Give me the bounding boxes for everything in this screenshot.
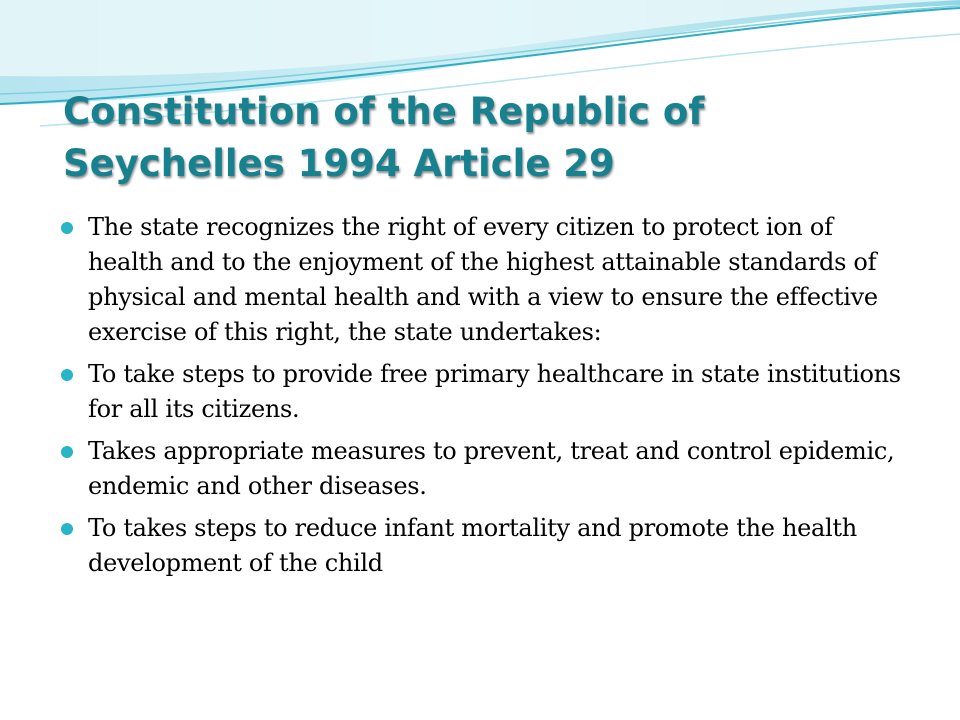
bullet-icon bbox=[61, 369, 73, 381]
bullet-list bbox=[58, 210, 908, 588]
bullet-icon bbox=[61, 222, 73, 234]
bullet-text: The state recognizes the right of every citizen to protect ion of health and to the enjoyment of the highest attainable standards of physical and mental health and with a view to ensure the effective exercise of this right, the state undertakes: bbox=[88, 213, 878, 346]
bullet-item bbox=[58, 210, 908, 350]
bullet-text: To take steps to provide free primary healthcare in state institutions for all its citizens. bbox=[88, 360, 901, 423]
slide-title: Constitution of the Republic of Seychelles 1994 Article 29 bbox=[63, 90, 705, 185]
bullet-item bbox=[58, 511, 908, 581]
bullet-text: Takes appropriate measures to prevent, treat and control epidemic, endemic and other diseases. bbox=[88, 437, 895, 500]
bullet-icon bbox=[61, 446, 73, 458]
bullet-icon bbox=[61, 523, 73, 535]
bullet-item bbox=[58, 357, 908, 427]
bullet-item bbox=[58, 434, 908, 504]
bullet-text: To takes steps to reduce infant mortality and promote the health development of the child bbox=[88, 514, 857, 577]
